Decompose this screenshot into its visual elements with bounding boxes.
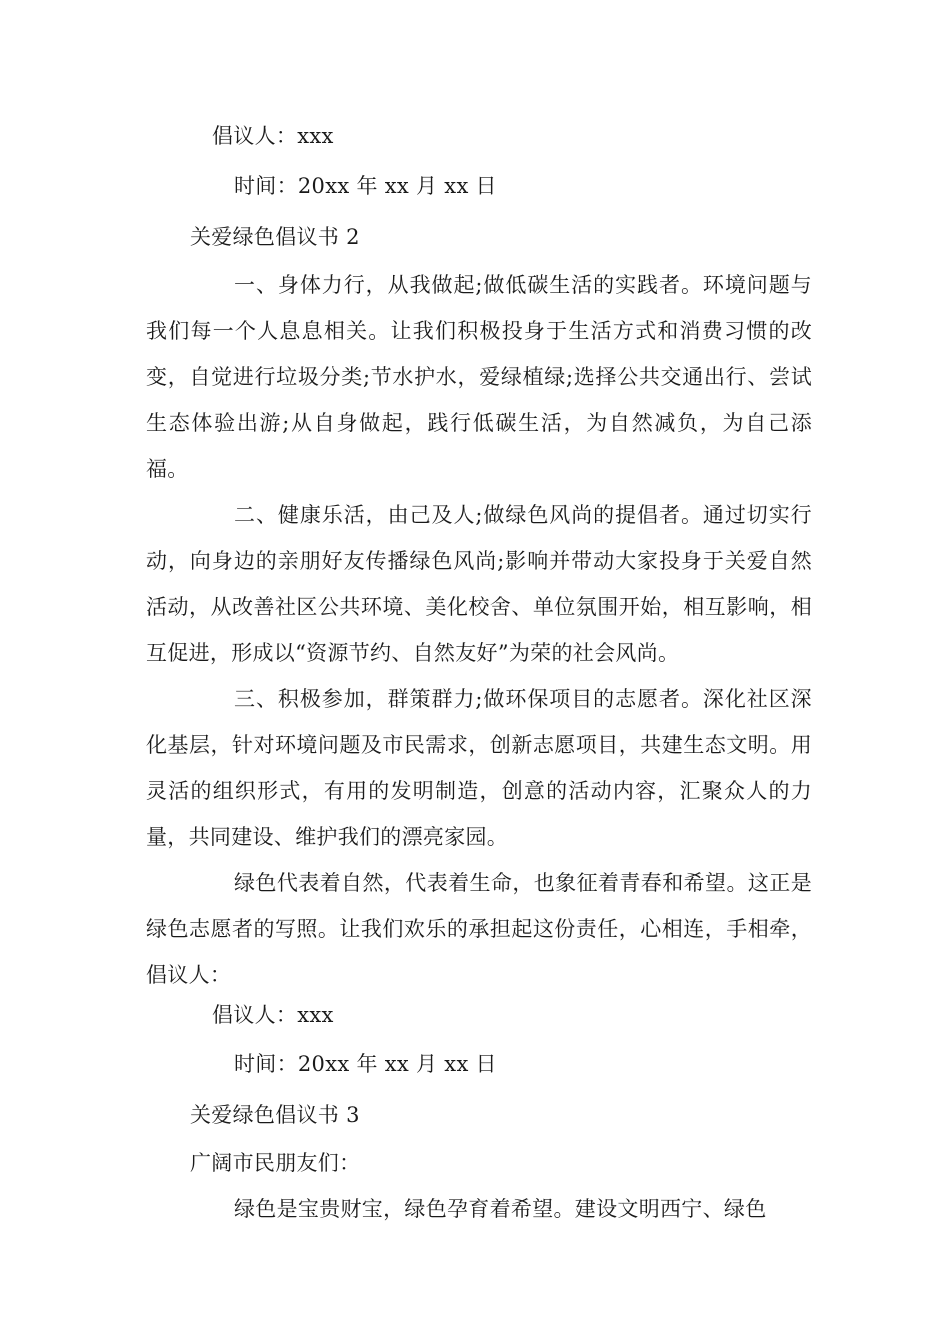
greeting-line: 广阔市民朋友们： xyxy=(190,1151,361,1175)
body-paragraph: 一、身体力行，从我做起;做低碳生活的实践者。环境问题与我们每一个人息息相关。让我们积极投身于生活方式和消费习惯的改变，自觉进行垃圾分类;节水护水，爱绿植绿;选择公共交通出行、尝试生态体验出游;从自身做起，践行低碳生活，为自然减负，为自己添福。 xyxy=(146,273,812,481)
body-paragraph: 二、健康乐活，由己及人;做绿色风尚的提倡者。通过切实行动，向身边的亲朋好友传播绿色风尚;影响并带动大家投身于关爱自然活动，从改善社区公共环境、美化校舍、单位氛围开始，相互影响，相互促进，形成以“资源节约、自然友好”为荣的社会风尚。 xyxy=(146,503,812,665)
body-paragraph: 绿色是宝贵财宝，绿色孕育着希望。建设文明西宁、绿色 xyxy=(234,1197,767,1221)
section-title: 关爱绿色倡议书 2 xyxy=(190,225,360,249)
body-paragraph: 绿色代表着自然，代表着生命，也象征着青春和希望。这正是绿色志愿者的写照。让我们欢乐的承担起这份责任，心相连，手相牵，倡议人： xyxy=(146,871,812,987)
date-line: 时间：20xx 年 xx 月 xx 日 xyxy=(234,1052,497,1076)
signature-line: 倡议人：xxx xyxy=(212,124,334,148)
signature-line: 倡议人：xxx xyxy=(212,1003,334,1027)
section-title: 关爱绿色倡议书 3 xyxy=(190,1103,360,1127)
date-line: 时间：20xx 年 xx 月 xx 日 xyxy=(234,174,497,198)
body-paragraph: 三、积极参加，群策群力;做环保项目的志愿者。深化社区深化基层，针对环境问题及市民需求，创新志愿项目，共建生态文明。用灵活的组织形式，有用的发明制造，创意的活动内容，汇聚众人的力量，共同建设、维护我们的漂亮家园。 xyxy=(146,687,812,849)
